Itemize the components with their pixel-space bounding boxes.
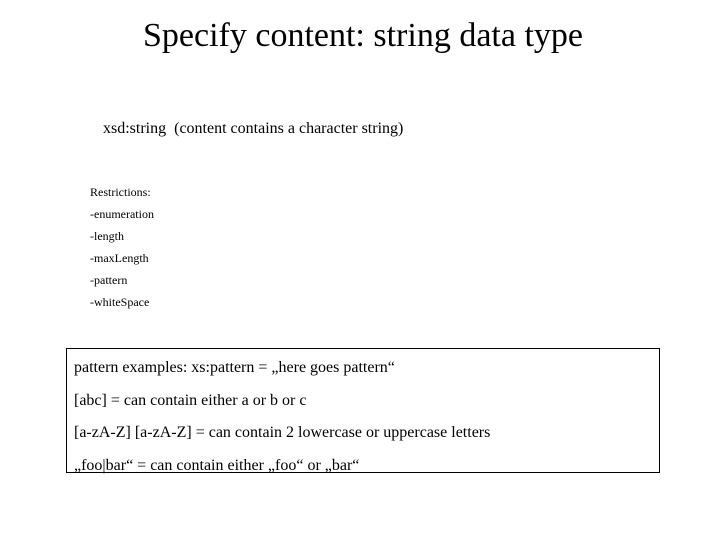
pattern-example-line: [a-zA-Z] [a-zA-Z] = can contain 2 lowercase or uppercase letters xyxy=(74,424,491,441)
slide-title: Specify content: string data type xyxy=(143,17,583,54)
pattern-example-line: „foo|bar“ = can contain either „foo“ or „bar“ xyxy=(74,456,360,474)
subtitle-xsd-string: xsd:string (content contains a character string) xyxy=(103,120,404,137)
restriction-item: -pattern xyxy=(90,273,128,287)
pattern-example-line: [abc] = can contain either a or b or c xyxy=(74,391,307,409)
restriction-item: -maxLength xyxy=(90,251,149,265)
restrictions-heading: Restrictions: xyxy=(90,185,151,199)
pattern-examples-box xyxy=(66,348,660,473)
restrictions-list xyxy=(90,181,154,313)
restriction-item: -whiteSpace xyxy=(90,295,150,309)
restriction-item: -length xyxy=(90,229,124,243)
pattern-examples-heading: pattern examples: xs:pattern = „here goes pattern“ xyxy=(74,359,395,376)
restriction-item: -enumeration xyxy=(90,207,154,221)
